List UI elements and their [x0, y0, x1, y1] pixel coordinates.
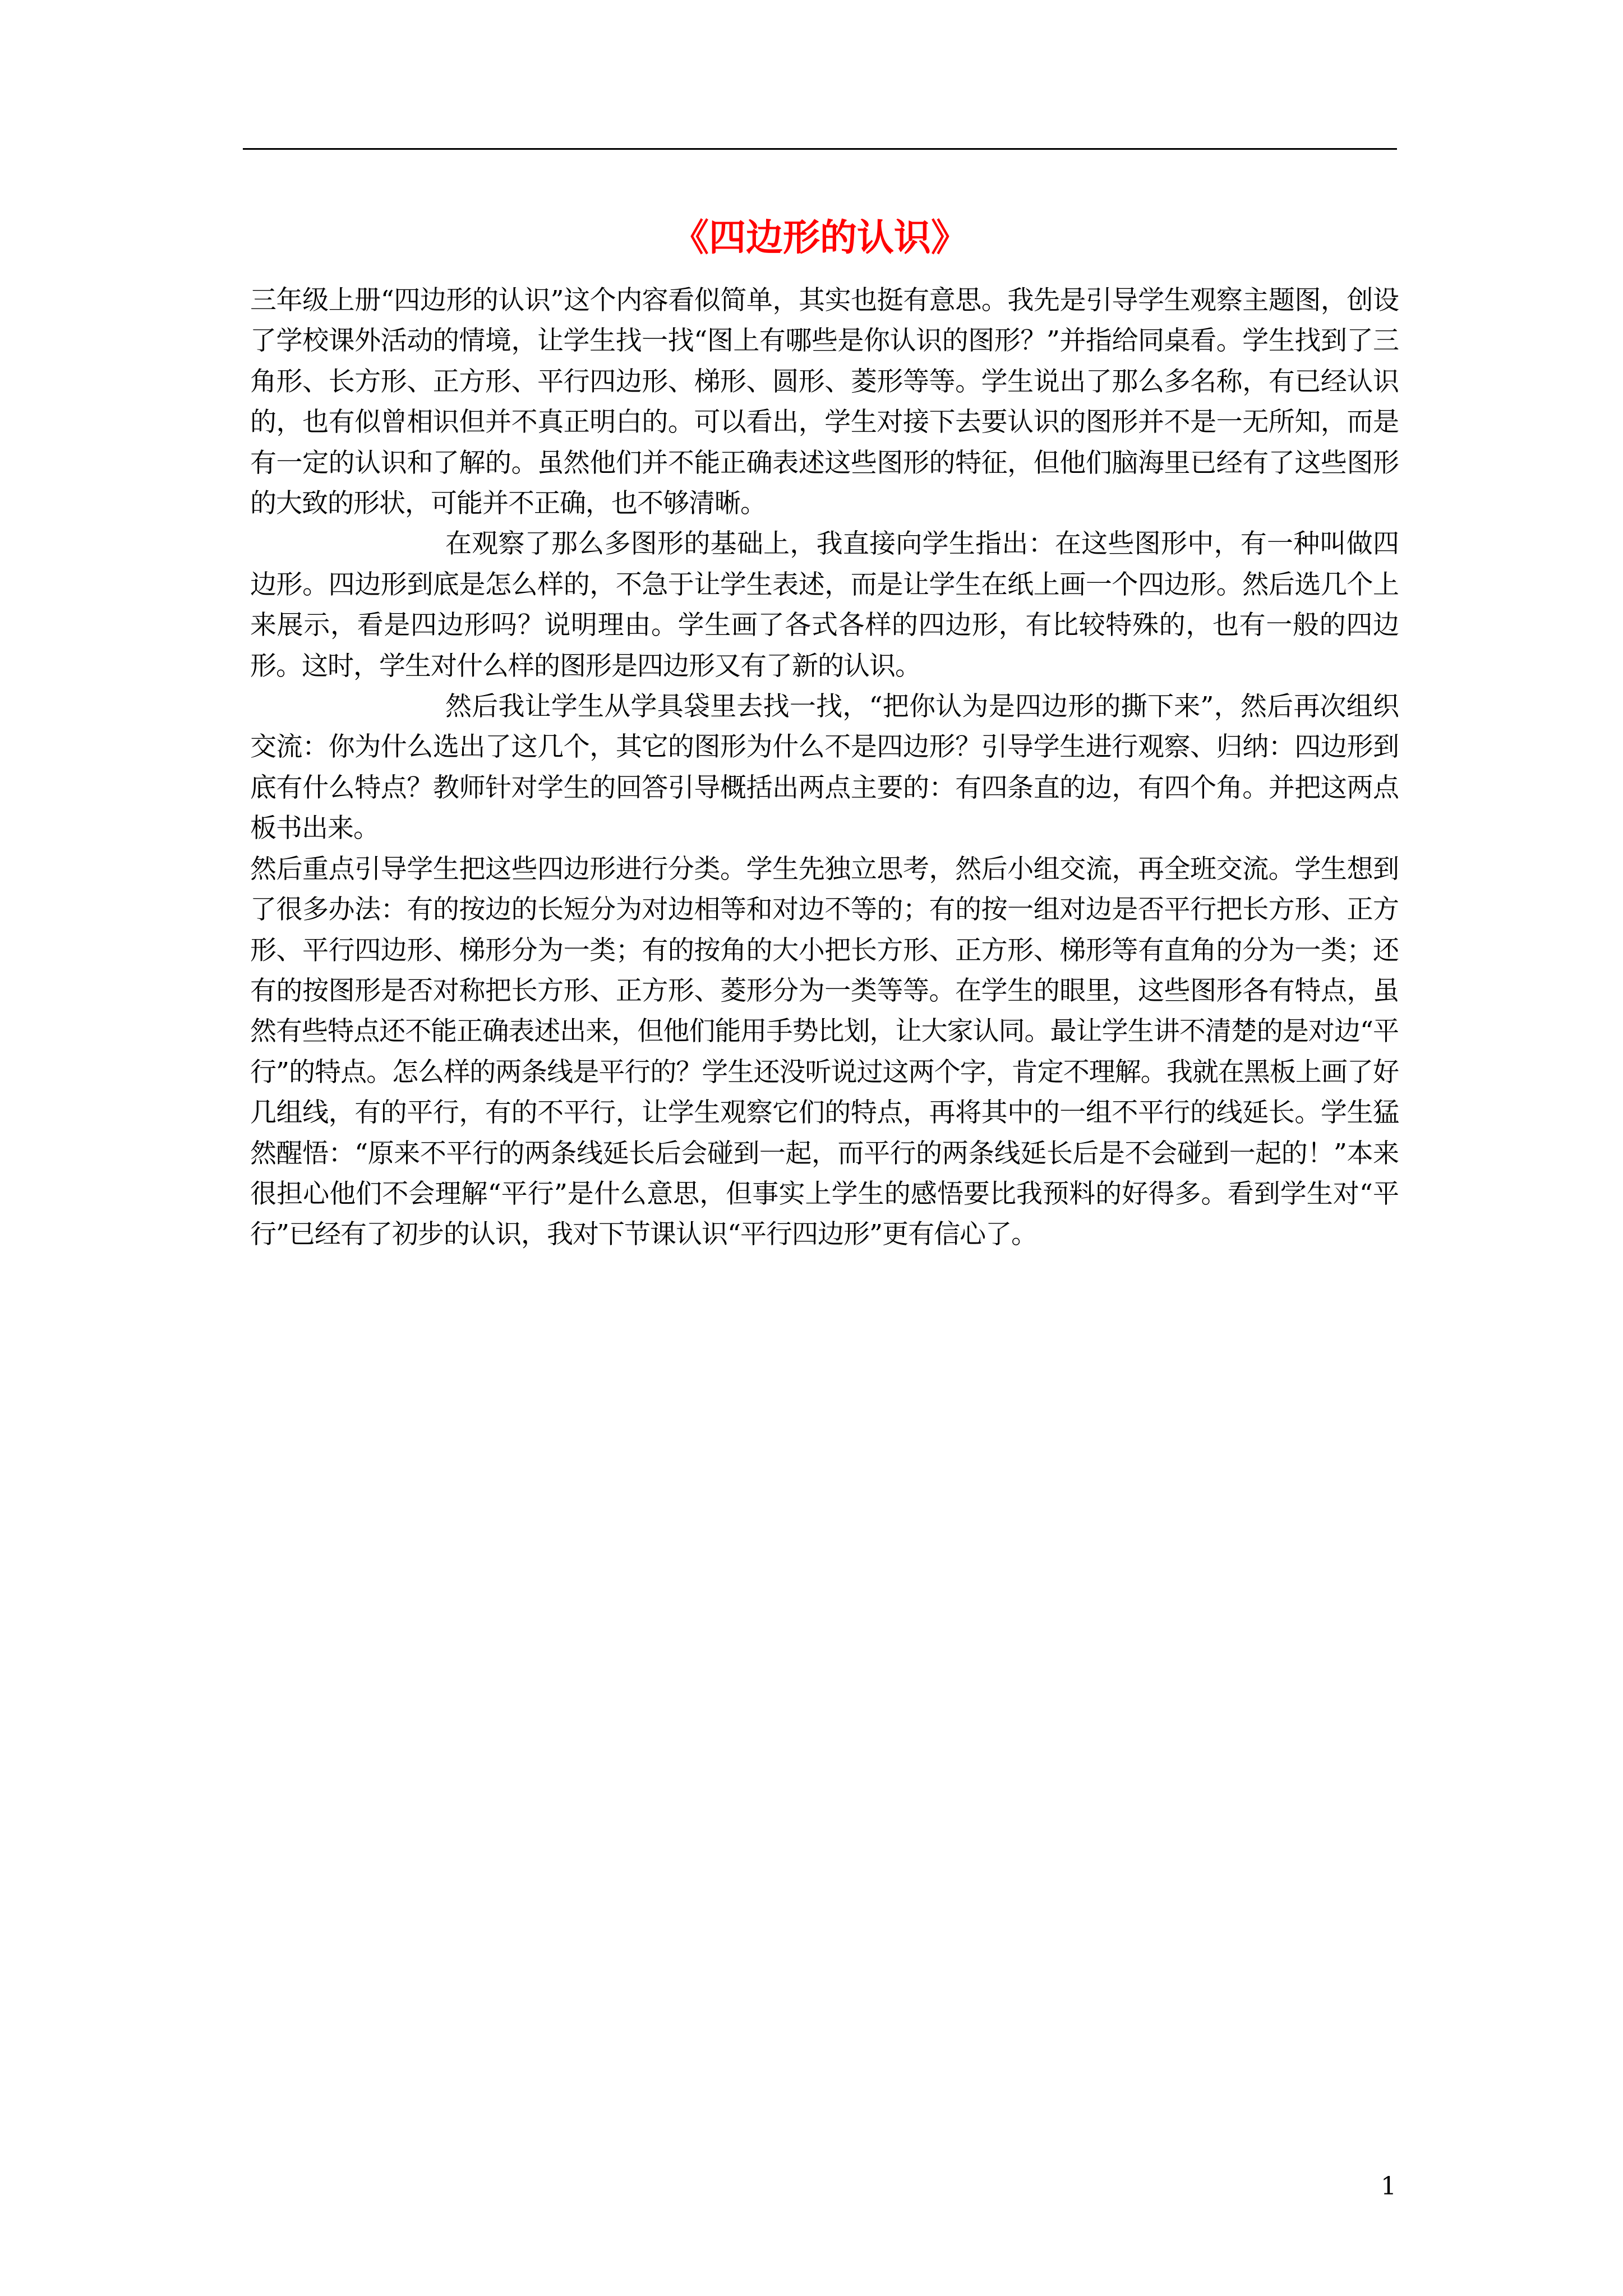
- paragraph-1: 三年级上册“四边形的认识”这个内容看似简单，其实也挺有意思。我先是引导学生观察主题图，创设了学校课外活动的情境，让学生找一找“图上有哪些是你认识的图形？”并指给同桌看。学生找到了三角形、长方形、正方形、平行四边形、梯形、圆形、菱形等等。学生说出了那么多名称，有已经认识的，也有似曾相识但并不真正明白的。可以看出，学生对接下去要认识的图形并不是一无所知，而是有一定的认识和了解的。虽然他们并不能正确表述这些图形的特征，但他们脑海里已经有了这些图形的大致的形状，可能并不正确，也不够清晰。: [250, 285, 1399, 519]
- paragraph-2: 在观察了那么多图形的基础上，我直接向学生指出：在这些图形中，有一种叫做四边形。四边形到底是怎么样的，不急于让学生表述，而是让学生在纸上画一个四边形。然后选几个上来展示，看是四边形吗？说明理由。学生画了各式各样的四边形，有比较特殊的，也有一般的四边形。这时，学生对什么样的图形是四边形又有了新的认识。: [250, 528, 1399, 682]
- paragraph-4: 然后重点引导学生把这些四边形进行分类。学生先独立思考，然后小组交流，再全班交流。学生想到了很多办法：有的按边的长短分为对边相等和对边不等的；有的按一组对边是否平行把长方形、正方形、平行四边形、梯形分为一类；有的按角的大小把长方形、正方形、梯形等有直角的分为一类；还有的按图形是否对称把长方形、正方形、菱形分为一类等等。在学生的眼里，这些图形各有特点，虽然有些特点还不能正确表述出来，但他们能用手势比划，让大家认同。最让学生讲不清楚的是对边“平行”的特点。怎么样的两条线是平行的？学生还没听说过这两个字，肯定不理解。我就在黑板上画了好几组线，有的平行，有的不平行，让学生观察它们的特点，再将其中的一组不平行的线延长。学生猛然醒悟：“原来不平行的两条线延长后会碰到一起，而平行的两条线延长后是不会碰到一起的！”本来很担心他们不会理解“平行”是什么意思，但事实上学生的感悟要比我预料的好得多。看到学生对“平行”已经有了初步的认识，我对下节课认识“平行四边形”更有信心了。: [250, 853, 1399, 1250]
- page-number: 1: [1381, 2172, 1396, 2201]
- document-title: 《四边形的认识》: [672, 215, 968, 259]
- paragraph-3: 然后我让学生从学具袋里去找一找，“把你认为是四边形的撕下来”，然后再次组织交流：你为什么选出了这几个，其它的图形为什么不是四边形？引导学生进行观察、归纳：四边形到底有什么特点？教师针对学生的回答引导概括出两点主要的：有四条直的边，有四个角。并把这两点板书出来。: [250, 691, 1399, 844]
- header-rule: [243, 148, 1397, 150]
- document-body: [250, 280, 1399, 1255]
